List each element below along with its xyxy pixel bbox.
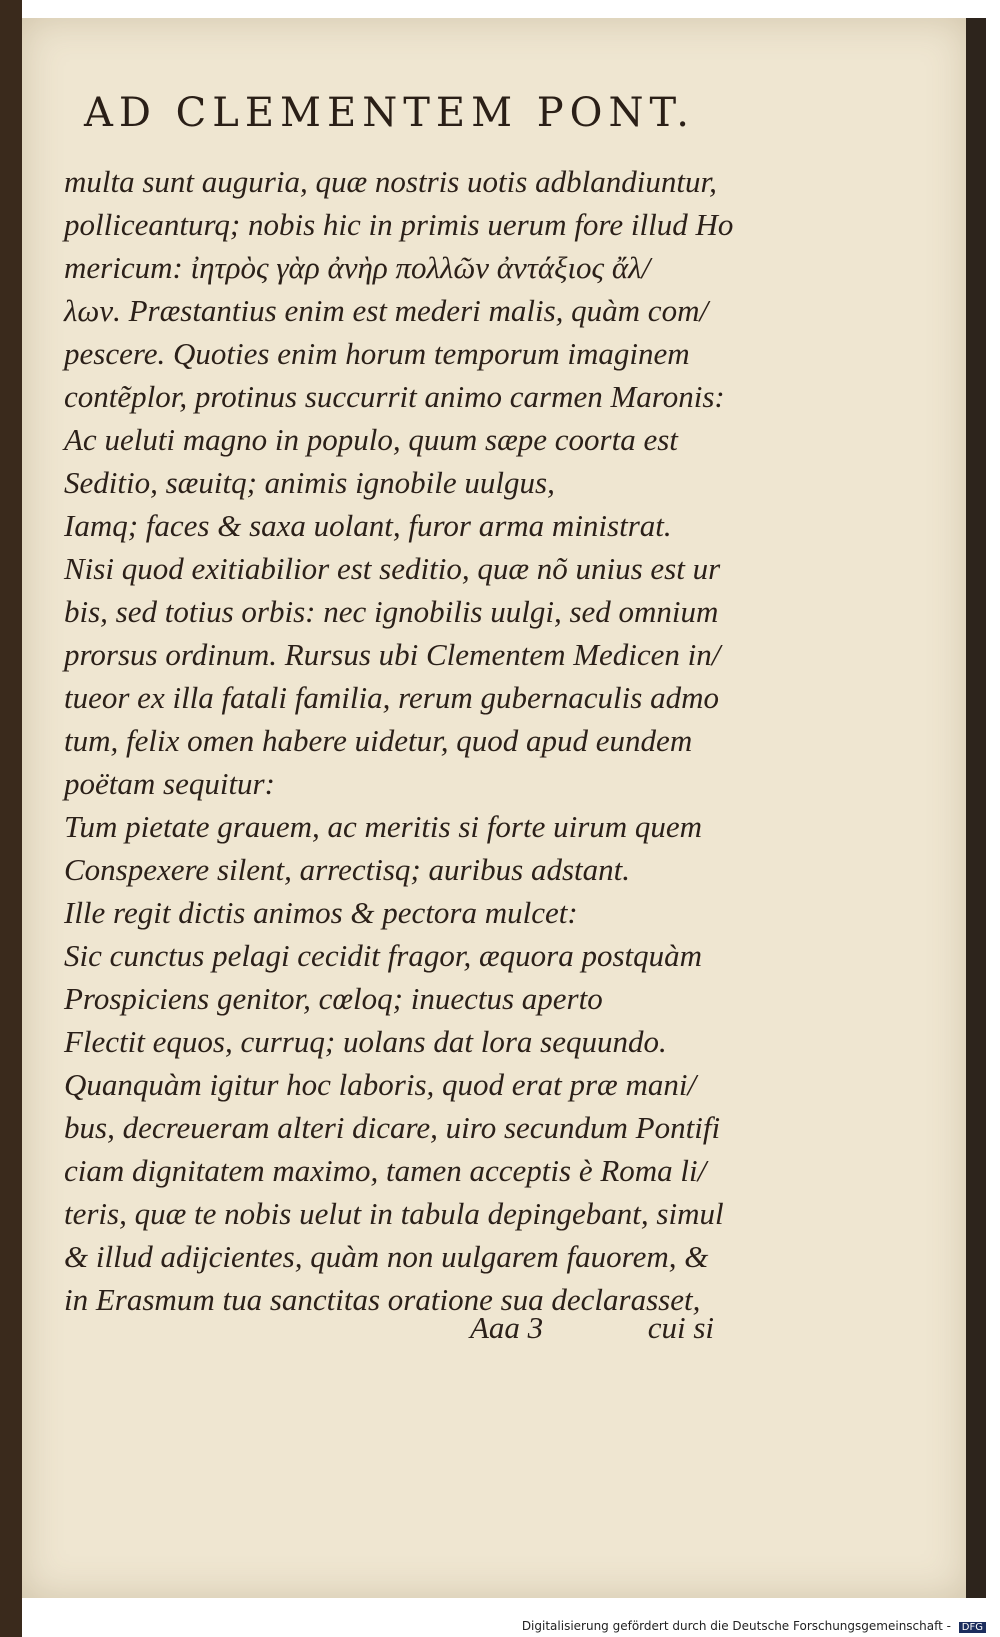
text-line: Ille regit dictis animos & pectora mulcet: xyxy=(64,895,578,930)
text-line: tueor ex illa fatali familia, rerum gubernaculis admo xyxy=(64,680,719,715)
page-footer xyxy=(470,1310,780,1346)
text-line: tum, felix omen habere uidetur, quod apud eundem xyxy=(64,723,693,758)
text-line: Tum pietate grauem, ac meritis si forte uirum quem xyxy=(64,809,703,844)
book-spine-edge xyxy=(0,0,22,1637)
text-line: prorsus ordinum. Rursus ubi Clementem Medicen in/ xyxy=(64,637,721,672)
text-line: Quanquàm igitur hoc laboris, quod erat præ mani/ xyxy=(64,1067,697,1102)
signature-mark: Aaa 3 xyxy=(470,1310,544,1345)
text-line: Conspexere silent, arrectisq; auribus adstant. xyxy=(64,852,630,887)
book-fore-edge xyxy=(966,18,986,1598)
text-line: bus, decreueram alteri dicare, uiro secundum Pontifi xyxy=(64,1110,721,1145)
text-line: Ac ueluti magno in populo, quum sæpe coorta est xyxy=(64,422,678,457)
digitization-credit xyxy=(522,1619,986,1633)
text-line: pescere. Quoties enim horum temporum imaginem xyxy=(64,336,690,371)
text-line: Iamq; faces & saxa uolant, furor arma ministrat. xyxy=(64,508,672,543)
text-line: multa sunt auguria, quæ nostris uotis adblandiuntur, xyxy=(64,164,717,199)
text-line: in Erasmum tua sanctitas oratione sua declarasset, xyxy=(64,1282,701,1317)
text-line: ciam dignitatem maximo, tamen acceptis è Roma li/ xyxy=(64,1153,707,1188)
catchword: cui si xyxy=(647,1310,715,1345)
text-line: & illud adijcientes, quàm non uulgarem fauorem, & xyxy=(64,1239,709,1274)
text-line: teris, quæ te nobis uelut in tabula depingebant, simul xyxy=(64,1196,724,1231)
text-line: Seditio, sæuitq; animis ignobile uulgus, xyxy=(64,465,555,500)
text-line: contẽplor, protinus succurrit animo carmen Maronis: xyxy=(64,379,725,414)
text-line: poëtam sequitur: xyxy=(64,766,275,801)
text-line: mericum: ἰητρὸς γὰρ ἀνὴρ πολλῶν ἀντάξιος ἄλ/ xyxy=(64,250,651,285)
body-text xyxy=(64,160,764,1321)
text-line: Nisi quod exitiabilior est seditio, quæ nõ unius est ur xyxy=(64,551,721,586)
dfg-logo: DFG xyxy=(959,1622,986,1633)
text-line: polliceanturq; nobis hic in primis uerum fore illud Ho xyxy=(64,207,734,242)
text-line: Flectit equos, curruq; uolans dat lora sequundo. xyxy=(64,1024,667,1059)
text-line: bis, sed totius orbis: nec ignobilis uulgi, sed omnium xyxy=(64,594,719,629)
text-line: Sic cunctus pelagi cecidit fragor, æquora postquàm xyxy=(64,938,703,973)
credit-text: Digitalisierung gefördert durch die Deutsche Forschungsgemeinschaft - xyxy=(521,1619,951,1633)
running-header: AD CLEMENTEM PONT. xyxy=(84,90,695,136)
text-line: λων. Præstantius enim est mederi malis, quàm com/ xyxy=(64,293,709,328)
text-line: Prospiciens genitor, cœloq; inuectus aperto xyxy=(64,981,603,1016)
